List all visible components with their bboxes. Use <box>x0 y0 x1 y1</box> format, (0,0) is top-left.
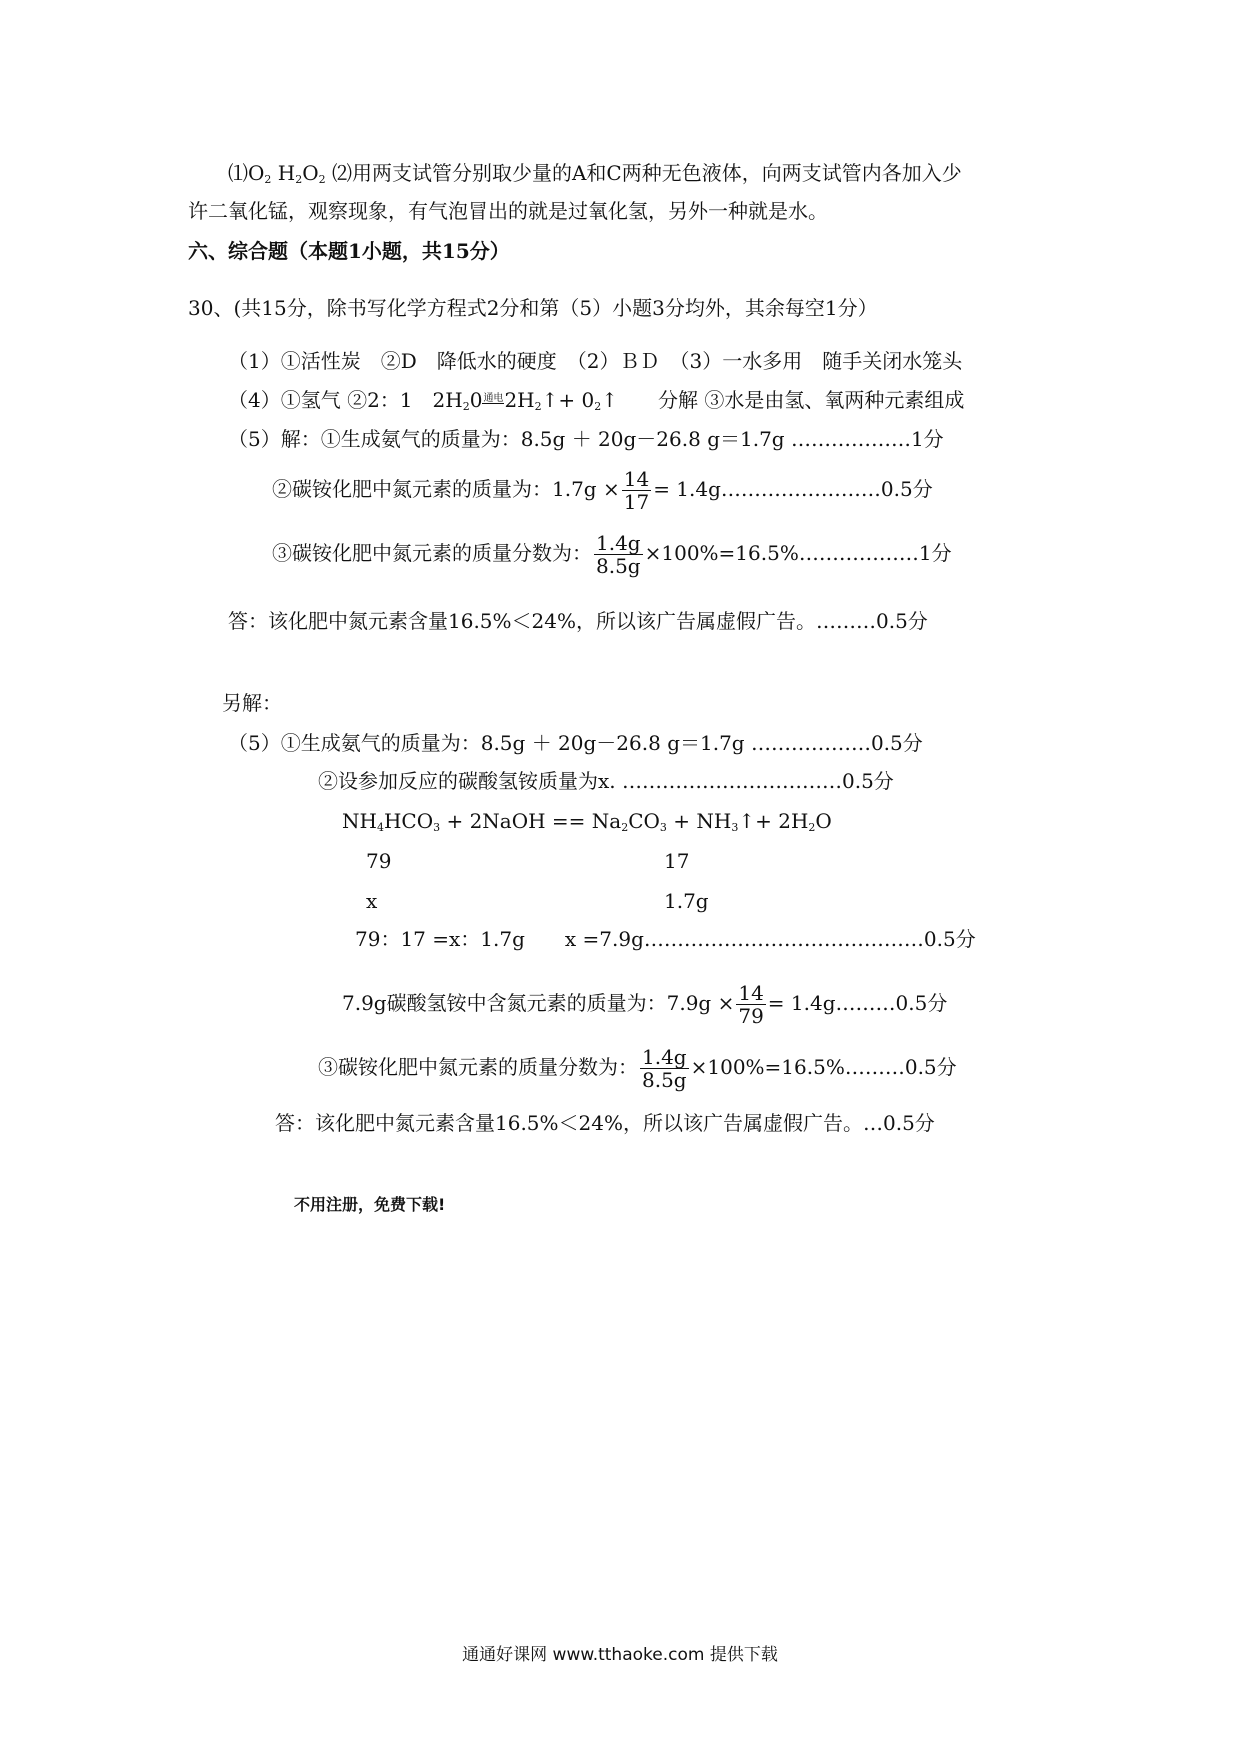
nitrogen-mass-line <box>342 982 947 1027</box>
text: NH <box>342 809 377 833</box>
sub: 2 <box>295 173 303 186</box>
numerator: 1.4g <box>596 531 641 555</box>
numerator: 14 <box>738 981 764 1005</box>
denominator: 8.5g <box>642 1068 687 1092</box>
section-heading-6: 六、综合题（本题1小题，共15分） <box>188 239 510 263</box>
denominator: 17 <box>623 490 650 514</box>
reaction-condition: 通电 <box>483 393 504 404</box>
text: CO <box>628 809 660 833</box>
mass-fraction-line <box>318 1046 957 1091</box>
answer-29-line2: 许二氧化锰，观察现象，有气泡冒出的就是过氧化氢，另外一种就是水。 <box>188 199 828 223</box>
text: 2H <box>504 388 535 412</box>
sub: 3 <box>659 821 667 834</box>
answer-30-part4 <box>228 387 964 420</box>
numerator: 1.4g <box>642 1045 687 1069</box>
free-download-note: 不用注册，免费下载! <box>294 1195 446 1214</box>
answer-30-part5-step1: （5）解：①生成氨气的质量为：8.5g ＋ 20g－26.8 g＝1.7g ………………1分 <box>228 427 944 451</box>
text: = 1.4g………0.5分 <box>767 991 948 1015</box>
text: ②碳铵化肥中氮元素的质量为：1.7g × <box>272 477 620 501</box>
text: ⑵用两支试管分别取少量的A和C两种无色液体，向两支试管内各加入少 <box>325 161 962 185</box>
sub: 2 <box>808 821 816 834</box>
text: ×100%=16.5%………0.5分 <box>690 1055 957 1079</box>
denominator: 79 <box>738 1004 764 1028</box>
fraction <box>736 982 765 1027</box>
molar-mass-17: 17 <box>664 849 690 873</box>
answer-29-line1 <box>228 160 962 193</box>
answer-30-part5-step2 <box>272 468 933 513</box>
fraction <box>640 1046 689 1091</box>
text: O <box>815 809 832 833</box>
mass-1-7g: 1.7g <box>664 889 709 913</box>
text: + 2NaOH == Na <box>440 809 622 833</box>
fraction <box>594 532 643 577</box>
alt-step2: ②设参加反应的碳酸氢铵质量为x. ……………………………0.5分 <box>318 769 894 793</box>
alternate-solution-label: 另解： <box>222 691 282 715</box>
text: 0 <box>469 388 483 412</box>
sub: 3 <box>731 821 739 834</box>
text: ×100%=16.5%………………1分 <box>644 541 952 565</box>
text: HCO <box>383 809 434 833</box>
sub: 3 <box>433 821 441 834</box>
text: ↑ 分解 ③水是由氢、氧两种元素组成 <box>601 388 965 412</box>
ratio-line: 79：17 =x：1.7g x =7.9g……………………………………0.5分 <box>355 927 976 951</box>
text: ↑+ 0 <box>541 388 595 412</box>
page-footer: 通通好课网 www.tthaoke.com 提供下载 <box>462 1645 778 1665</box>
alt-step1: （5）①生成氨气的质量为：8.5g ＋ 20g－26.8 g＝1.7g ………………0.5分 <box>228 731 923 755</box>
sub: 2 <box>594 400 602 413</box>
chemical-equation <box>342 808 832 841</box>
sub: 2 <box>318 173 326 186</box>
text: ③碳铵化肥中氮元素的质量分数为： <box>272 541 592 565</box>
text: + NH <box>666 809 732 833</box>
sub: 2 <box>621 821 629 834</box>
text: O <box>302 161 319 185</box>
molar-mass-79: 79 <box>366 849 392 873</box>
text: 7.9g碳酸氢铵中含氮元素的质量为：7.9g × <box>342 991 735 1015</box>
question-30-header: 30、(共15分，除书写化学方程式2分和第（5）小题3分均外，其余每空1分） <box>188 296 878 320</box>
sub: 2 <box>462 400 470 413</box>
denominator: 8.5g <box>596 554 641 578</box>
text: ↑+ 2H <box>738 809 809 833</box>
answer-conclusion-2: 答：该化肥中氮元素含量16.5%＜24%，所以该广告属虚假广告。…0.5分 <box>275 1111 935 1135</box>
text: ⑴O <box>228 161 265 185</box>
text: = 1.4g……………………0.5分 <box>653 477 933 501</box>
text: （4）①氢气 ②2：1 2H <box>228 388 463 412</box>
sub: 2 <box>534 400 542 413</box>
text: ③碳铵化肥中氮元素的质量分数为： <box>318 1055 638 1079</box>
text: H <box>271 161 296 185</box>
answer-conclusion-1: 答：该化肥中氮元素含量16.5%＜24%，所以该广告属虚假广告。………0.5分 <box>228 609 928 633</box>
sub: 4 <box>376 821 384 834</box>
unknown-x: x <box>366 889 378 913</box>
fraction <box>622 468 651 513</box>
sub: 2 <box>264 173 272 186</box>
numerator: 14 <box>623 467 650 491</box>
answer-30-part1: （1）①活性炭 ②D 降低水的硬度 （2）ＢＤ （3）一水多用 随手关闭水笼头 <box>228 349 963 373</box>
answer-30-part5-step3 <box>272 532 952 577</box>
